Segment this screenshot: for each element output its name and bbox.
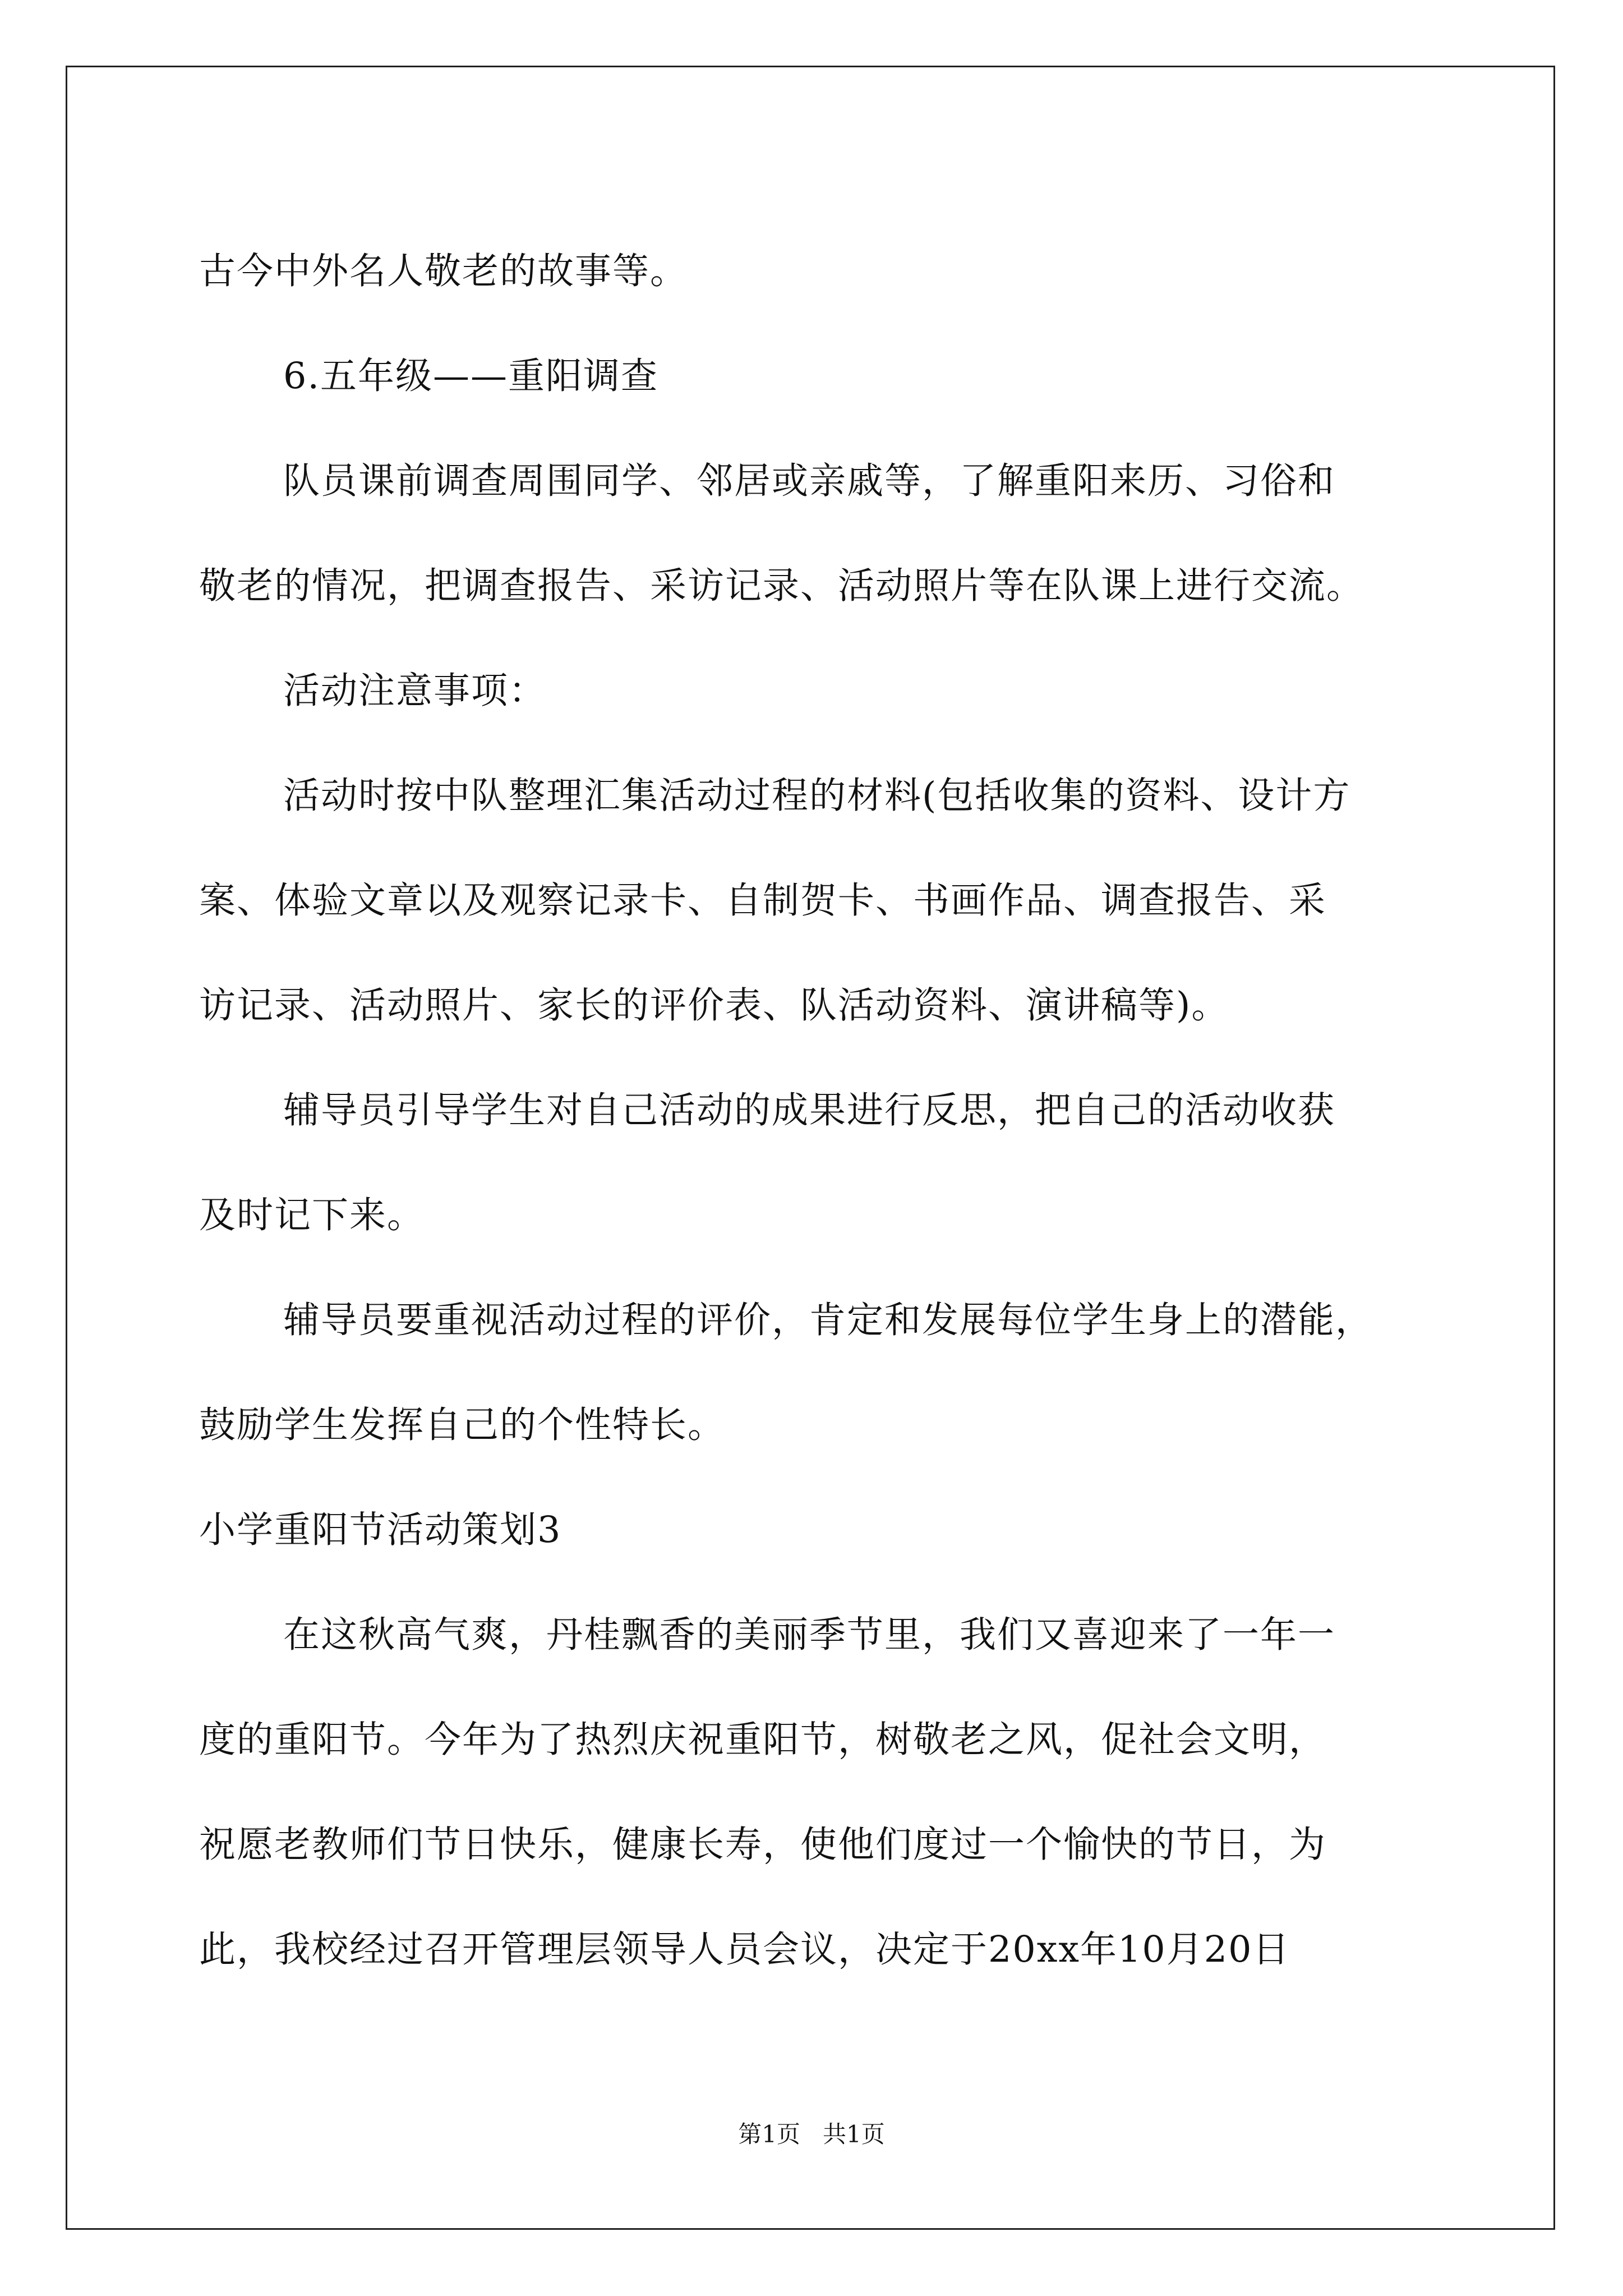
text-line-9: 辅导员引导学生对自己活动的成果进行反思，把自己的活动收获: [283, 1089, 1336, 1131]
text-line-14: 在这秋高气爽，丹桂飘香的美丽季节里，我们又喜迎来了一年一: [283, 1614, 1336, 1656]
text-line-2: 6.五年级——重阳调查: [283, 355, 659, 397]
text-line-8: 访记录、活动照片、家长的评价表、队活动资料、演讲稿等)。: [199, 984, 1229, 1027]
text-line-10: 及时记下来。: [199, 1194, 425, 1236]
page-total: 共1页: [823, 2120, 885, 2148]
text-line-16: 祝愿老教师们节日快乐，健康长寿，使他们度过一个愉快的节日，为: [199, 1824, 1327, 1866]
page-number: 第1页: [738, 2120, 800, 2148]
text-line-1: 古今中外名人敬老的故事等。: [199, 250, 688, 292]
text-line-5: 活动注意事项：: [283, 670, 547, 712]
text-line-4: 敬老的情况，把调查报告、采访记录、活动照片等在队课上进行交流。: [199, 565, 1364, 607]
text-line-7: 案、体验文章以及观察记录卡、自制贺卡、书画作品、调查报告、采: [199, 880, 1327, 922]
text-line-6: 活动时按中队整理汇集活动过程的材料(包括收集的资料、设计方: [283, 775, 1351, 817]
text-line-3: 队员课前调查周围同学、邻居或亲戚等，了解重阳来历、习俗和: [283, 460, 1336, 502]
text-line-15: 度的重阳节。今年为了热烈庆祝重阳节，树敬老之风，促社会文明，: [199, 1719, 1327, 1761]
section-heading: 小学重阳节活动策划3: [199, 1509, 562, 1551]
document-body: [199, 219, 1427, 2002]
text-line-11: 辅导员要重视活动过程的评价，肯定和发展每位学生身上的潜能，: [283, 1299, 1373, 1341]
text-line-17: 此，我校经过召开管理层领导人员会议，决定于20xx年10月20日: [199, 1929, 1290, 1971]
text-line-12: 鼓励学生发挥自己的个性特长。: [199, 1404, 726, 1446]
page-footer: [0, 2118, 1623, 2151]
